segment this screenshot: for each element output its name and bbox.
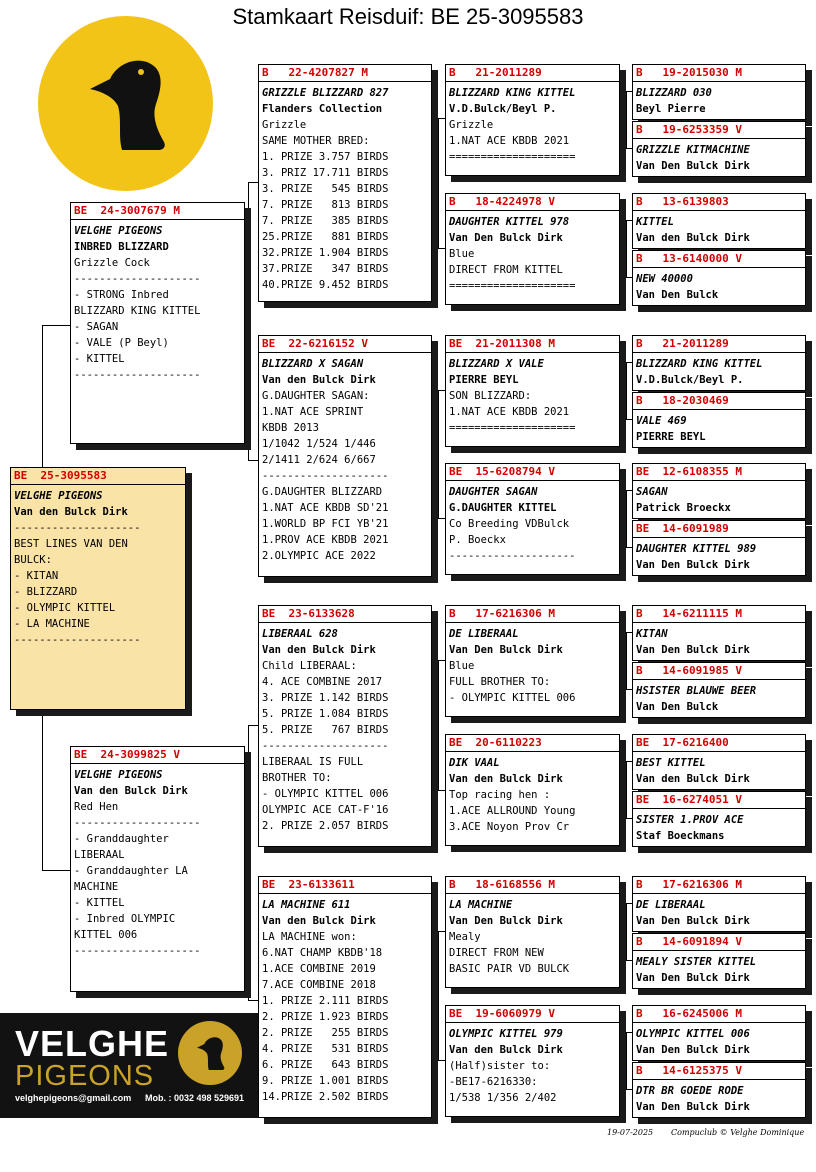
pigeon-name: GRIZZLE KITMACHINE <box>636 144 750 156</box>
pedigree-connector <box>438 931 445 932</box>
pedigree-note-line: 14.PRIZE 2.502 BIRDS <box>262 1091 389 1103</box>
pigeon-name: VALE 469 <box>636 415 687 427</box>
pedigree-note-line: FULL BROTHER TO: <box>449 676 551 688</box>
pedigree-note-line: -------------------- <box>74 817 201 829</box>
pedigree-note-line: -------------------- <box>74 945 201 957</box>
great-grandparent-ring-number: BE 20-6110223 <box>449 736 542 749</box>
pedigree-note-line: -------------------- <box>262 470 389 482</box>
great-great-grandparent-card[interactable] <box>632 121 806 177</box>
pedigree-connector <box>438 390 439 518</box>
breeder-name: Van Den Bulck Dirk <box>449 644 563 656</box>
pedigree-note-line: 2.OLYMPIC ACE 2022 <box>262 550 376 562</box>
subject-pigeon-card[interactable] <box>10 467 186 710</box>
pedigree-note-line: 2/1411 2/624 6/667 <box>262 454 376 466</box>
pedigree-note-line: Grizzle Cock <box>74 257 150 269</box>
breeder-name: PIERRE BEYL <box>636 431 706 443</box>
banner-email: velghepigeons@gmail.com <box>15 1093 132 1103</box>
banner-brand-top: VELGHE <box>15 1023 170 1064</box>
breeder-name: Van den Bulck Dirk <box>449 1044 563 1056</box>
breeder-name: Beyl Pierre <box>636 103 706 115</box>
footer-date: 19-07-2025 <box>607 1128 654 1137</box>
pedigree-connector <box>438 790 445 791</box>
pedigree-note-line: 5. PRIZE 1.084 BIRDS <box>262 708 389 720</box>
pigeon-name: DTR BR GOEDE RODE <box>636 1085 744 1097</box>
pedigree-note-line: Red Hen <box>74 801 119 813</box>
great-great-grandparent-ring-number: B 14-6091894 V <box>636 935 742 948</box>
pigeon-name: DE LIBERAAL <box>636 899 706 911</box>
grandparent-ring-number: BE 22-6216152 V <box>262 337 368 350</box>
pedigree-note-line: SAME MOTHER BRED: <box>262 135 370 147</box>
great-great-grandparent-card[interactable] <box>632 876 806 932</box>
grandparent-card[interactable] <box>258 335 432 577</box>
pedigree-note-line: - Granddaughter <box>74 833 169 845</box>
breeder-name: Van Den Bulck Dirk <box>449 915 563 927</box>
banner-pigeon-icon <box>178 1021 242 1085</box>
breeder-name: Van Den Bulck Dirk <box>636 972 750 984</box>
pedigree-note-line: - SAGAN <box>74 321 119 333</box>
pedigree-note-line: -------------------- <box>262 740 389 752</box>
pedigree-connector <box>248 460 258 461</box>
page-title: Stamkaart Reisduif: BE 25-3095583 <box>232 4 584 29</box>
pedigree-note-line: (Half)sister to: <box>449 1060 551 1072</box>
pedigree-note-line: G.DAUGHTER BLIZZARD <box>262 486 383 498</box>
breeder-name: Van Den Bulck Dirk <box>636 1044 750 1056</box>
great-grandparent-card[interactable] <box>445 1005 620 1117</box>
pedigree-note-line: OLYMPIC ACE CAT-F'16 <box>262 804 389 816</box>
pedigree-note-line: 3. PRIZE 545 BIRDS <box>262 183 389 195</box>
pedigree-note-line: 7. PRIZE 813 BIRDS <box>262 199 389 211</box>
pigeon-name: BLIZZARD 030 <box>636 87 712 99</box>
great-grandparent-ring-number: B 21-2011289 <box>449 66 542 79</box>
footer-credit: Compuclub © Velghe Dominique <box>671 1128 805 1137</box>
great-great-grandparent-ring-number: B 13-6139803 <box>636 195 729 208</box>
pedigree-note-line: 1.ACE COMBINE 2019 <box>262 963 376 975</box>
pigeon-name: BLIZZARD KING KITTEL <box>636 358 763 370</box>
breeder-name: Patrick Broeckx <box>636 502 731 514</box>
pedigree-connector <box>626 632 627 689</box>
pedigree-note-line: DIRECT FROM NEW <box>449 947 544 959</box>
great-great-grandparent-ring-number: BE 17-6216400 <box>636 736 729 749</box>
pigeon-name: BLIZZARD X VALE <box>449 358 544 370</box>
pedigree-note-line: - OLYMPIC KITTEL 006 <box>262 788 389 800</box>
pedigree-note-line: -------------------- <box>14 634 141 646</box>
pedigree-note-line: ==================== <box>449 280 576 292</box>
pedigree-connector <box>42 870 70 871</box>
pedigree-note-line: 5. PRIZE 767 BIRDS <box>262 724 389 736</box>
great-great-grandparent-card[interactable] <box>632 520 806 576</box>
pedigree-note-line: Blue <box>449 248 475 260</box>
breeder-name: Van den Bulck Dirk <box>74 785 188 797</box>
pedigree-connector <box>626 91 627 148</box>
pedigree-note-line: 37.PRIZE 347 BIRDS <box>262 263 389 275</box>
pedigree-connector <box>248 182 258 183</box>
pigeon-name: VELGHE PIGEONS <box>74 225 163 237</box>
pedigree-note-line: 7. PRIZE 385 BIRDS <box>262 215 389 227</box>
great-great-grandparent-card[interactable] <box>632 193 806 249</box>
pedigree-note-line: MACHINE <box>74 881 119 893</box>
breeder-name: Van den Bulck Dirk <box>449 773 563 785</box>
breeder-name: Van Den Bulck Dirk <box>636 559 750 571</box>
pedigree-note-line: - VALE (P Beyl) <box>74 337 169 349</box>
pedigree-note-line: Grizzle <box>449 119 494 131</box>
great-great-grandparent-ring-number: B 18-2030469 <box>636 394 729 407</box>
pedigree-note-line: Child LIBERAAL: <box>262 660 357 672</box>
pedigree-note-line: 2. PRIZE 1.923 BIRDS <box>262 1011 389 1023</box>
pigeon-name: OLYMPIC KITTEL 979 <box>449 1028 563 1040</box>
breeder-name: Van den Bulck Dirk <box>14 506 128 518</box>
pedigree-note-line: LIBERAAL <box>74 849 125 861</box>
breeder-name: Van Den Bulck Dirk <box>636 644 750 656</box>
pigeon-name: VELGHE PIGEONS <box>14 490 103 502</box>
pigeon-name: LA MACHINE 611 <box>262 899 351 911</box>
great-great-grandparent-ring-number: B 14-6211115 M <box>636 607 742 620</box>
great-great-grandparent-ring-number: B 13-6140000 V <box>636 252 742 265</box>
pedigree-note-line: - KITTEL <box>74 897 125 909</box>
pigeon-name: BLIZZARD KING KITTEL <box>449 87 576 99</box>
pedigree-note-line: 2. PRIZE 255 BIRDS <box>262 1027 389 1039</box>
breeder-name: Van den Bulck Dirk <box>636 773 750 785</box>
pedigree-note-line: - OLYMPIC KITTEL 006 <box>449 692 576 704</box>
pedigree-connector <box>626 362 627 419</box>
great-grandparent-card[interactable] <box>445 463 620 575</box>
pedigree-note-line: 1.NAT ACE KBDB SD'21 <box>262 502 389 514</box>
mother-card[interactable] <box>70 746 245 992</box>
pedigree-note-line: 6.NAT CHAMP KBDB'18 <box>262 947 383 959</box>
breeder-name: Staf Boeckmans <box>636 830 725 842</box>
pigeon-name: SAGAN <box>636 486 668 498</box>
pedigree-note-line: Grizzle <box>262 119 307 131</box>
pedigree-note-line: 1.ACE ALLROUND Young <box>449 805 576 817</box>
great-grandparent-card[interactable] <box>445 335 620 447</box>
pigeon-name: LIBERAAL 628 <box>262 628 338 640</box>
pedigree-note-line: P. Boeckx <box>449 534 506 546</box>
pedigree-note-line: SON BLIZZARD: <box>449 390 532 402</box>
pedigree-connector <box>248 182 249 460</box>
pedigree-connector <box>438 518 445 519</box>
breeder-name: Van Den Bulck Dirk <box>636 915 750 927</box>
pigeon-name: DAUGHTER KITTEL 989 <box>636 543 757 555</box>
grandparent-ring-number: BE 23-6133628 <box>262 607 355 620</box>
pedigree-connector <box>626 761 627 818</box>
great-grandparent-card[interactable] <box>445 193 620 305</box>
pedigree-note-line: 4. PRIZE 531 BIRDS <box>262 1043 389 1055</box>
pedigree-note-line: 32.PRIZE 1.904 BIRDS <box>262 247 389 259</box>
father-ring-number: BE 24-3007679 M <box>74 204 180 217</box>
pedigree-note-line: DIRECT FROM KITTEL <box>449 264 563 276</box>
pedigree-note-line: 40.PRIZE 9.452 BIRDS <box>262 279 389 291</box>
great-great-grandparent-ring-number: B 14-6125375 V <box>636 1064 742 1077</box>
pigeon-name: BEST KITTEL <box>636 757 706 769</box>
pedigree-note-line: 1/1042 1/524 1/446 <box>262 438 376 450</box>
pigeon-name: DAUGHTER KITTEL 978 <box>449 216 570 228</box>
pedigree-note-line: 7.ACE COMBINE 2018 <box>262 979 376 991</box>
grandparent-card[interactable] <box>258 64 432 302</box>
pedigree-note-line: 1.NAT ACE KBDB 2021 <box>449 135 570 147</box>
breeder-name: Flanders Collection <box>262 103 383 115</box>
pedigree-note-line: LIBERAAL IS FULL <box>262 756 364 768</box>
pedigree-connector <box>626 220 627 277</box>
great-great-grandparent-card[interactable] <box>632 662 806 718</box>
pigeon-name: NEW 40000 <box>636 273 693 285</box>
banner-logo-circle <box>178 1021 242 1085</box>
great-great-grandparent-card[interactable] <box>632 1062 806 1118</box>
grandparent-ring-number: BE 23-6133611 <box>262 878 355 891</box>
pedigree-note-line: 3.ACE Noyon Prov Cr <box>449 821 570 833</box>
pedigree-connector <box>438 118 439 248</box>
breeder-name: V.D.Bulck/Beyl P. <box>449 103 557 115</box>
pedigree-note-line: 3. PRIZE 1.142 BIRDS <box>262 692 389 704</box>
banner-brand-bottom: PIGEONS <box>15 1060 155 1092</box>
pigeon-name: OLYMPIC KITTEL 006 <box>636 1028 750 1040</box>
pigeon-name: BLIZZARD X SAGAN <box>262 358 364 370</box>
pedigree-note-line: - BLIZZARD <box>14 586 78 598</box>
breeder-name: INBRED BLIZZARD <box>74 241 169 253</box>
breeder-name: Van Den Bulck Dirk <box>636 160 750 172</box>
great-grandparent-ring-number: BE 21-2011308 M <box>449 337 555 350</box>
pedigree-note-line: Blue <box>449 660 475 672</box>
great-great-grandparent-card[interactable] <box>632 605 806 661</box>
pedigree-note-line: ==================== <box>449 422 576 434</box>
great-grandparent-card[interactable] <box>445 64 620 176</box>
pedigree-note-line: 1. PRIZE 2.111 BIRDS <box>262 995 389 1007</box>
pedigree-note-line: LA MACHINE won: <box>262 931 357 943</box>
pedigree-note-line: 9. PRIZE 1.001 BIRDS <box>262 1075 389 1087</box>
breeder-name: Van Den Bulck Dirk <box>636 1101 750 1113</box>
great-great-grandparent-ring-number: B 17-6216306 M <box>636 878 742 891</box>
pedigree-note-line: G.DAUGHTER SAGAN: <box>262 390 370 402</box>
banner-mobile: Mob. : 0032 498 529691 <box>145 1093 245 1103</box>
pedigree-connector <box>626 1032 627 1089</box>
breeder-name: Van Den Bulck Dirk <box>449 232 563 244</box>
pedigree-note-line: -------------------- <box>449 550 576 562</box>
great-great-grandparent-ring-number: B 21-2011289 <box>636 337 729 350</box>
pedigree-note-line: -BE17-6216330: <box>449 1076 538 1088</box>
pedigree-note-line: BROTHER TO: <box>262 772 332 784</box>
pedigree-note-line: KITTEL 006 <box>74 929 138 941</box>
breeder-name: G.DAUGHTER KITTEL <box>449 502 557 514</box>
mother-ring-number: BE 24-3099825 V <box>74 748 180 761</box>
pedigree-connector <box>438 118 445 119</box>
pedigree-note-line: BULCK: <box>14 554 52 566</box>
pedigree-note-line: BEST LINES VAN DEN <box>14 538 128 550</box>
pedigree-note-line: -------------------- <box>14 522 141 534</box>
great-great-grandparent-card[interactable] <box>632 734 806 790</box>
pigeon-name: DAUGHTER SAGAN <box>449 486 538 498</box>
breeder-name: PIERRE BEYL <box>449 374 519 386</box>
pedigree-note-line: - KITTEL <box>74 353 125 365</box>
pedigree-note-line: 1. PRIZE 3.757 BIRDS <box>262 151 389 163</box>
breeder-name: V.D.Bulck/Beyl P. <box>636 374 744 386</box>
great-great-grandparent-card[interactable] <box>632 791 806 847</box>
great-great-grandparent-card[interactable] <box>632 335 806 391</box>
pigeon-name: LA MACHINE <box>449 899 513 911</box>
breeder-name: Van Den Bulck <box>636 701 719 713</box>
logo-circle <box>38 16 213 191</box>
pedigree-note-line: - Granddaughter LA <box>74 865 188 877</box>
breeder-name: Van Den Bulck <box>636 289 719 301</box>
great-grandparent-ring-number: BE 15-6208794 V <box>449 465 555 478</box>
great-grandparent-card[interactable] <box>445 734 620 846</box>
pedigree-note-line: Mealy <box>449 931 481 943</box>
great-great-grandparent-card[interactable] <box>632 64 806 120</box>
great-grandparent-ring-number: B 17-6216306 M <box>449 607 555 620</box>
pedigree-note-line: 1.NAT ACE SPRINT <box>262 406 364 418</box>
pedigree-note-line: - LA MACHINE <box>14 618 90 630</box>
pedigree-connector <box>626 903 627 960</box>
pedigree-note-line: BASIC PAIR VD BULCK <box>449 963 570 975</box>
pedigree-connector <box>438 931 439 1060</box>
pedigree-connector <box>42 708 43 870</box>
pedigree-connector <box>438 660 445 661</box>
velghe-pigeons-banner <box>0 1013 258 1118</box>
pedigree-note-line: -------------------- <box>74 273 201 285</box>
great-great-grandparent-ring-number: B 14-6091985 V <box>636 664 742 677</box>
pedigree-note-line: 1/538 1/356 2/402 <box>449 1092 557 1104</box>
pedigree-note-line: - Inbred OLYMPIC <box>74 913 176 925</box>
pigeon-name: MEALY SISTER KITTEL <box>636 956 757 968</box>
pedigree-note-line: - STRONG Inbred <box>74 289 169 301</box>
great-great-grandparent-card[interactable] <box>632 933 806 989</box>
grandparent-card[interactable] <box>258 605 432 847</box>
great-great-grandparent-ring-number: BE 16-6274051 V <box>636 793 742 806</box>
pedigree-connector <box>248 725 249 1000</box>
pedigree-note-line: Co Breeding VDBulck <box>449 518 570 530</box>
pedigree-connector <box>248 725 258 726</box>
pedigree-note-line: KBDB 2013 <box>262 422 319 434</box>
great-grandparent-card[interactable] <box>445 605 620 717</box>
great-great-grandparent-ring-number: B 19-2015030 M <box>636 66 742 79</box>
pedigree-note-line: -------------------- <box>74 369 201 381</box>
pedigree-note-line: - KITAN <box>14 570 59 582</box>
pedigree-note-line: Top racing hen : <box>449 789 551 801</box>
pedigree-note-line: 3. PRIZ 17.711 BIRDS <box>262 167 389 179</box>
pigeon-name: VELGHE PIGEONS <box>74 769 163 781</box>
pedigree-connector <box>438 660 439 790</box>
grandparent-ring-number: B 22-4207827 M <box>262 66 368 79</box>
breeder-name: Van den Bulck Dirk <box>262 374 376 386</box>
great-great-grandparent-ring-number: BE 14-6091989 <box>636 522 729 535</box>
pedigree-connector <box>438 390 445 391</box>
father-card[interactable] <box>70 202 245 444</box>
pigeon-name: SISTER 1.PROV ACE <box>636 814 744 826</box>
pedigree-connector <box>438 248 445 249</box>
great-great-grandparent-card[interactable] <box>632 1005 806 1061</box>
pedigree-note-line: - OLYMPIC KITTEL <box>14 602 116 614</box>
pedigree-connector <box>438 1060 445 1061</box>
great-great-grandparent-ring-number: B 16-6245006 M <box>636 1007 742 1020</box>
grandparent-card[interactable] <box>258 876 432 1118</box>
pigeon-name: DE LIBERAAL <box>449 628 519 640</box>
pigeon-name: HSISTER BLAUWE BEER <box>636 685 757 697</box>
breeder-name: Van den Bulck Dirk <box>262 915 376 927</box>
pigeon-name: KITTEL <box>636 216 674 228</box>
great-grandparent-card[interactable] <box>445 876 620 988</box>
pedigree-note-line: 1.PROV ACE KBDB 2021 <box>262 534 389 546</box>
great-great-grandparent-card[interactable] <box>632 463 806 519</box>
pedigree-connector <box>42 325 43 467</box>
pedigree-note-line: 1.WORLD BP FCI YB'21 <box>262 518 389 530</box>
pigeon-name: KITAN <box>636 628 668 640</box>
pigeon-name: DIK VAAL <box>449 757 500 769</box>
great-grandparent-ring-number: BE 19-6060979 V <box>449 1007 555 1020</box>
pedigree-note-line: 25.PRIZE 881 BIRDS <box>262 231 389 243</box>
pedigree-note-line: 4. ACE COMBINE 2017 <box>262 676 383 688</box>
pedigree-note-line: 6. PRIZE 643 BIRDS <box>262 1059 389 1071</box>
breeder-name: Van den Bulck Dirk <box>262 644 376 656</box>
great-grandparent-ring-number: B 18-6168556 M <box>449 878 555 891</box>
great-great-grandparent-card[interactable] <box>632 392 806 448</box>
breeder-name: Van den Bulck Dirk <box>636 232 750 244</box>
pedigree-note-line: BLIZZARD KING KITTEL <box>74 305 201 317</box>
great-great-grandparent-ring-number: BE 12-6108355 M <box>636 465 742 478</box>
subject-ring-number: BE 25-3095583 <box>14 469 107 482</box>
pedigree-note-line: 2. PRIZE 2.057 BIRDS <box>262 820 389 832</box>
pedigree-note-line: ==================== <box>449 151 576 163</box>
great-great-grandparent-card[interactable] <box>632 250 806 306</box>
great-great-grandparent-ring-number: B 19-6253359 V <box>636 123 742 136</box>
pigeon-name: GRIZZLE BLIZZARD 827 <box>262 87 389 99</box>
great-grandparent-ring-number: B 18-4224978 V <box>449 195 555 208</box>
pedigree-note-line: 1.NAT ACE KBDB 2021 <box>449 406 570 418</box>
pedigree-connector <box>626 490 627 547</box>
pedigree-connector <box>42 325 70 326</box>
pigeon-logo-icon <box>38 16 213 191</box>
pedigree-connector <box>248 1000 258 1001</box>
